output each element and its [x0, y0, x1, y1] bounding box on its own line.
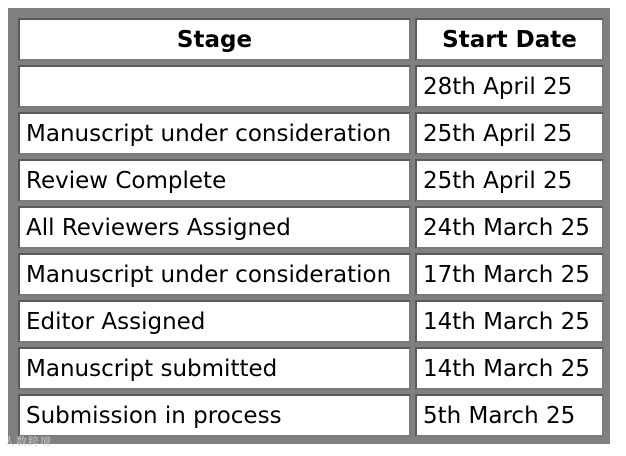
start-date-cell: 5th March 25: [415, 394, 604, 437]
start-date-column-header: Start Date: [415, 18, 604, 61]
start-date-cell: 17th March 25: [415, 253, 604, 296]
table-row: [18, 65, 604, 108]
stage-cell: [18, 65, 411, 108]
table-row: [18, 300, 604, 343]
status-table-frame: [8, 8, 610, 444]
start-date-cell: 28th April 25: [415, 65, 604, 108]
watermark: 人数跨境: [4, 435, 52, 448]
stage-cell: Manuscript submitted: [18, 347, 411, 390]
stage-column-header: Stage: [18, 18, 411, 61]
table-row: [18, 347, 604, 390]
start-date-cell: 25th April 25: [415, 159, 604, 202]
stage-cell: All Reviewers Assigned: [18, 206, 411, 249]
manuscript-status-table: [14, 14, 608, 441]
table-row: [18, 112, 604, 155]
table-row: [18, 253, 604, 296]
table-header-row: [18, 18, 604, 61]
start-date-cell: 14th March 25: [415, 300, 604, 343]
stage-cell: Manuscript under consideration: [18, 253, 411, 296]
stage-cell: Review Complete: [18, 159, 411, 202]
start-date-cell: 24th March 25: [415, 206, 604, 249]
table-row: [18, 159, 604, 202]
stage-cell: Manuscript under consideration: [18, 112, 411, 155]
table-row: [18, 206, 604, 249]
stage-cell: Submission in process: [18, 394, 411, 437]
stage-cell: Editor Assigned: [18, 300, 411, 343]
table-row: [18, 394, 604, 437]
start-date-cell: 14th March 25: [415, 347, 604, 390]
start-date-cell: 25th April 25: [415, 112, 604, 155]
